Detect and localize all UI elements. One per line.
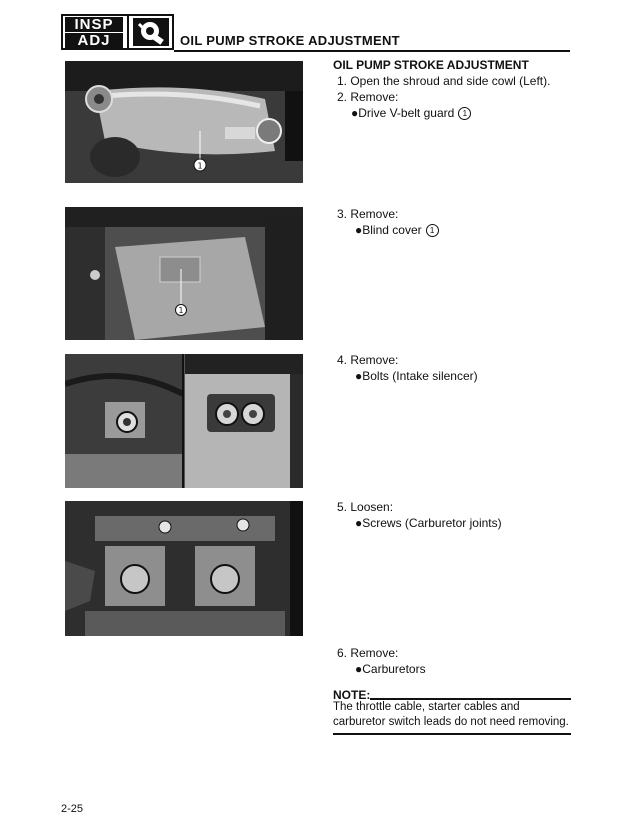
header-rule <box>174 50 570 52</box>
step-3-callout: 1 <box>426 224 439 237</box>
step-4: 4. Remove: <box>337 353 399 367</box>
step-6-bullet: ●Carburetors <box>355 662 426 676</box>
step-3-bullet: ●Blind cover <box>355 223 422 237</box>
note-bottom-rule <box>333 733 571 735</box>
step-5: 5. Loosen: <box>337 500 394 514</box>
page-title: OIL PUMP STROKE ADJUSTMENT <box>180 33 400 48</box>
note-label: NOTE: <box>333 688 371 702</box>
step-block-6 <box>337 645 573 677</box>
step-block-3 <box>337 206 573 238</box>
photo2-callout: 1 <box>178 306 184 315</box>
step-block-1 <box>333 57 573 121</box>
step-6: 6. Remove: <box>337 646 399 660</box>
step-2: 2. Remove: <box>337 90 399 104</box>
photo-blind-cover <box>65 207 303 340</box>
step-5-bullet: ●Screws (Carburetor joints) <box>355 516 502 530</box>
step-1: 1. Open the shroud and side cowl (Left). <box>337 74 551 88</box>
step-2-item <box>333 105 573 121</box>
step-block-5 <box>337 499 573 531</box>
section-title: OIL PUMP STROKE ADJUSTMENT <box>333 58 529 72</box>
step-2-bullet: ●Drive V-belt guard <box>351 106 455 120</box>
photo-intake-silencer-bolts <box>65 354 303 488</box>
photo-drive-v-belt-guard <box>65 61 303 183</box>
badge-adj-label: ADJ <box>65 33 123 48</box>
step-4-bullet: ●Bolts (Intake silencer) <box>355 369 478 383</box>
wrench-gauge-icon <box>133 18 169 46</box>
step-3-item <box>337 222 573 238</box>
section-badge <box>61 14 174 50</box>
photo-carburetor-joints <box>65 501 303 636</box>
photo1-callout: 1 <box>197 161 203 171</box>
step-3: 3. Remove: <box>337 207 399 221</box>
step-2-callout: 1 <box>458 107 471 120</box>
badge-text-box <box>63 16 129 48</box>
badge-insp-label: INSP <box>65 17 123 32</box>
step-block-4 <box>337 352 573 384</box>
page-number: 2-25 <box>61 803 84 815</box>
note-text: The throttle cable, starter cables and carburetor switch leads do not need removing. <box>333 701 569 728</box>
